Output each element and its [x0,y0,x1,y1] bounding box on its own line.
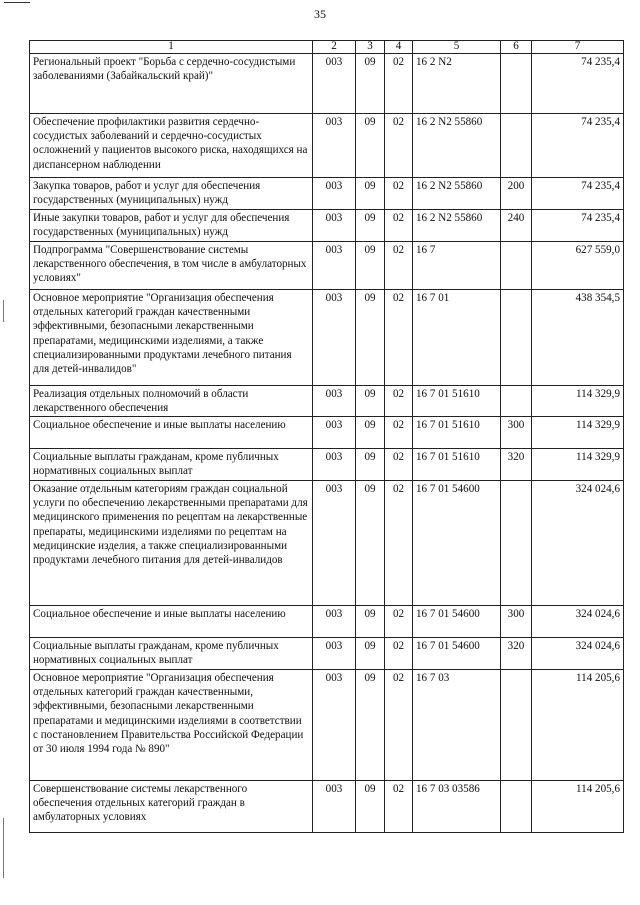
row-amount: 324 024,6 [532,481,624,606]
table-row [30,781,624,833]
row-name: Закупка товаров, работ и услуг для обеспечения государственных (муниципальных) нужд [30,178,313,210]
row-expense-type: 320 [501,638,532,670]
column-header: 3 [356,41,385,54]
table-row [30,242,624,290]
row-expense-type: 240 [501,210,532,242]
row-expense-type: 300 [501,606,532,638]
page-number: 35 [314,7,326,21]
row-amount: 324 024,6 [532,638,624,670]
row-target-code: 16 7 03 03586 [413,781,501,833]
row-expense-type [501,54,532,114]
row-expense-type [501,290,532,386]
row-target-code: 16 7 01 54600 [413,606,501,638]
row-amount: 324 024,6 [532,606,624,638]
row-subsection: 02 [385,178,413,210]
row-name: Социальные выплаты гражданам, кроме публичных нормативных социальных выплат [30,449,313,481]
column-header: 7 [532,41,624,54]
table-row [30,54,624,114]
row-name: Региональный проект "Борьба с сердечно-сосудистыми заболеваниями (Забайкальский край)" [30,54,313,114]
row-name: Иные закупки товаров, работ и услуг для обеспечения государственных (муниципальных) нужд [30,210,313,242]
row-expense-type [501,481,532,606]
row-expense-type [501,386,532,417]
row-amount: 114 205,6 [532,781,624,833]
row-expense-type: 320 [501,449,532,481]
row-expense-type [501,670,532,781]
table-row [30,290,624,386]
row-grbs: 003 [313,386,356,417]
left-edge-mark [3,818,4,878]
table-row [30,606,624,638]
row-name: Обеспечение профилактики развития сердечно-сосудистых заболеваний и сердечно-сосудистых осложнений у пациентов высокого риска, находящихся на диспансерном наблюдении [30,114,313,178]
row-target-code: 16 2 N2 55860 [413,210,501,242]
column-header: 2 [313,41,356,54]
row-amount: 74 235,4 [532,178,624,210]
row-grbs: 003 [313,178,356,210]
row-subsection: 02 [385,481,413,606]
row-amount: 114 329,9 [532,386,624,417]
row-expense-type: 200 [501,178,532,210]
table-row [30,670,624,781]
row-amount: 627 559,0 [532,242,624,290]
row-section: 09 [356,417,385,449]
row-name: Реализация отдельных полномочий в области лекарственного обеспечения [30,386,313,417]
row-amount: 74 235,4 [532,210,624,242]
table-row [30,638,624,670]
table-row [30,178,624,210]
row-section: 09 [356,606,385,638]
row-subsection: 02 [385,210,413,242]
row-subsection: 02 [385,386,413,417]
row-grbs: 003 [313,417,356,449]
row-amount: 74 235,4 [532,54,624,114]
row-target-code: 16 7 01 51610 [413,386,501,417]
table-header-row [30,41,624,54]
row-subsection: 02 [385,449,413,481]
row-target-code: 16 7 01 [413,290,501,386]
row-expense-type [501,242,532,290]
row-subsection: 02 [385,670,413,781]
row-section: 09 [356,210,385,242]
row-subsection: 02 [385,54,413,114]
row-target-code: 16 2 N2 55860 [413,178,501,210]
row-grbs: 003 [313,114,356,178]
row-name: Социальное обеспечение и иные выплаты населению [30,606,313,638]
row-grbs: 003 [313,290,356,386]
row-section: 09 [356,242,385,290]
row-subsection: 02 [385,781,413,833]
row-expense-type [501,781,532,833]
budget-table [29,40,624,833]
row-section: 09 [356,449,385,481]
row-target-code: 16 7 01 54600 [413,481,501,606]
row-target-code: 16 7 03 [413,670,501,781]
row-grbs: 003 [313,210,356,242]
row-section: 09 [356,178,385,210]
row-section: 09 [356,114,385,178]
row-subsection: 02 [385,290,413,386]
row-amount: 114 329,9 [532,417,624,449]
row-name: Основное мероприятие "Организация обеспечения отдельных категорий граждан качественными, эффективными, безопасными лекарственными препаратами и медицинскими изделиями в соответствии с постановлением Правительства Российской Федерации от 30 июля 1994 года № 890" [30,670,313,781]
row-name: Оказание отдельным категориям граждан социальной услуги по обеспечению лекарственными препаратами для медицинского применения по рецептам на лекарственные препараты, медицинскими изделиями по рецептам на медицинские изделия, а также специализированными продуктами лечебного питания для детей-инвалидов [30,481,313,606]
row-amount: 114 329,9 [532,449,624,481]
row-amount: 438 354,5 [532,290,624,386]
row-subsection: 02 [385,242,413,290]
row-grbs: 003 [313,54,356,114]
row-section: 09 [356,781,385,833]
row-target-code: 16 7 01 54600 [413,638,501,670]
row-amount: 114 205,6 [532,670,624,781]
row-section: 09 [356,638,385,670]
table-row [30,210,624,242]
row-name: Социальные выплаты гражданам, кроме публичных нормативных социальных выплат [30,638,313,670]
row-name: Социальное обеспечение и иные выплаты населению [30,417,313,449]
row-grbs: 003 [313,781,356,833]
row-section: 09 [356,481,385,606]
row-target-code: 16 7 [413,242,501,290]
row-grbs: 003 [313,670,356,781]
row-expense-type: 300 [501,417,532,449]
table-row [30,114,624,178]
row-target-code: 16 7 01 51610 [413,417,501,449]
left-edge-mark [3,300,4,322]
row-grbs: 003 [313,481,356,606]
row-name: Основное мероприятие "Организация обеспечения отдельных категорий граждан качественными эффективными, безопасными лекарственными препаратами, медицинскими изделиями, а также специализированными продуктами лечебного питания для детей-инвалидов" [30,290,313,386]
row-subsection: 02 [385,417,413,449]
row-section: 09 [356,290,385,386]
row-target-code: 16 2 N2 55860 [413,114,501,178]
row-name: Подпрограмма "Совершенствование системы лекарственного обеспечения, в том числе в амбулаторных условиях" [30,242,313,290]
row-target-code: 16 2 N2 [413,54,501,114]
row-amount: 74 235,4 [532,114,624,178]
row-expense-type [501,114,532,178]
column-header: 1 [30,41,313,54]
row-subsection: 02 [385,638,413,670]
row-grbs: 003 [313,449,356,481]
table-row [30,386,624,417]
column-header: 5 [413,41,501,54]
row-subsection: 02 [385,114,413,178]
top-edge-mark [4,2,30,3]
row-section: 09 [356,386,385,417]
row-section: 09 [356,670,385,781]
row-name: Совершенствование системы лекарственного обеспечения отдельных категорий граждан в амбулаторных условиях [30,781,313,833]
table-row [30,449,624,481]
table-row [30,417,624,449]
row-subsection: 02 [385,606,413,638]
row-grbs: 003 [313,606,356,638]
column-header: 6 [501,41,532,54]
row-grbs: 003 [313,638,356,670]
row-target-code: 16 7 01 51610 [413,449,501,481]
row-grbs: 003 [313,242,356,290]
column-header: 4 [385,41,413,54]
row-section: 09 [356,54,385,114]
table-row [30,481,624,606]
